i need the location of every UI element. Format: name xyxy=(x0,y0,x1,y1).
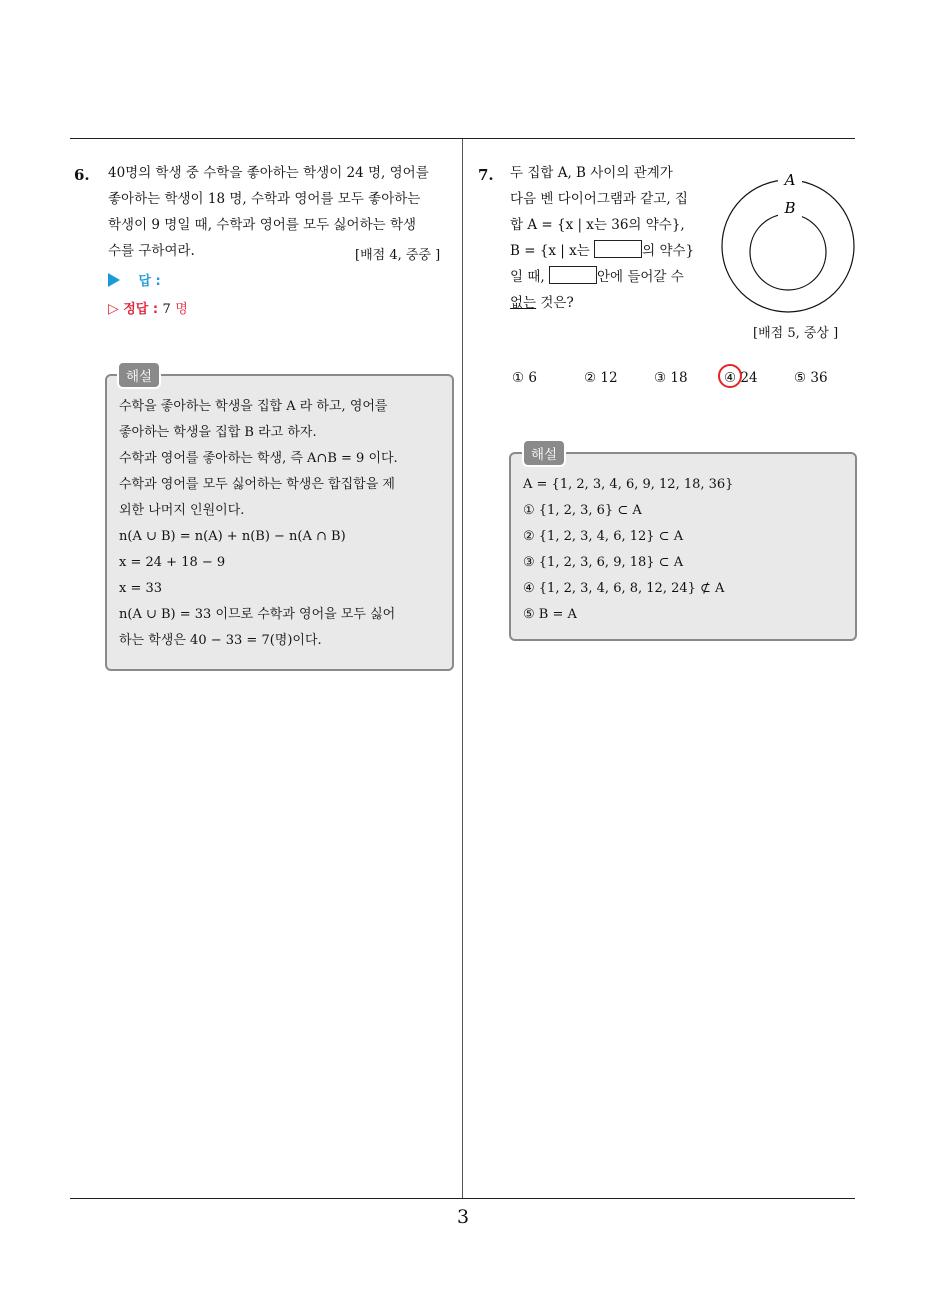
venn-inner-circle xyxy=(750,214,826,290)
question-6-line: 학생이 9 명일 때, 수학과 영어를 모두 싫어하는 학생 xyxy=(108,217,417,233)
choice-5: ⑤ 36 xyxy=(794,370,828,386)
page-number: 3 xyxy=(456,1206,470,1228)
question-7-line: 두 집합 A, B 사이의 관계가 xyxy=(510,165,673,181)
question-6-line: 수를 구하여라. xyxy=(108,243,195,259)
footer-rule xyxy=(70,1198,855,1199)
question-6-score: [배점 4, 중중 ] xyxy=(355,248,441,263)
question-7-number: 7. xyxy=(478,166,494,184)
solution-line: 수학과 영어를 좋아하는 학생, 즉 A∩B = 9 이다. xyxy=(119,451,398,466)
question-7-line xyxy=(510,290,720,316)
solution-line: 좋아하는 학생을 집합 B 라고 하자. xyxy=(119,425,317,440)
question-6-solution-tab: 해설 xyxy=(117,361,161,389)
question-7-line xyxy=(510,238,720,264)
answer-row xyxy=(108,270,161,289)
choice-4-label: ④ 24 xyxy=(724,370,758,386)
venn-label-a: A xyxy=(784,172,796,189)
triangle-outline-icon: ▷ xyxy=(108,301,119,317)
question-7-line xyxy=(510,264,720,290)
choice-4 xyxy=(724,370,758,386)
question-6-solution-box xyxy=(105,374,454,671)
selected-answer-circle-icon xyxy=(718,364,742,388)
question-7-solution-box xyxy=(509,452,857,641)
blank-box xyxy=(549,266,597,284)
correct-answer-label: 정답 : xyxy=(123,302,159,317)
question-7-line6-end: 것은? xyxy=(536,295,574,311)
solution-line: 수학과 영어를 모두 싫어하는 학생은 합집합을 제 xyxy=(119,477,395,492)
solution-line: n(A ∪ B) = n(A) + n(B) − n(A ∩ B) xyxy=(119,529,346,544)
venn-label-b: B xyxy=(784,199,796,217)
question-7-solution-text xyxy=(523,472,733,628)
solution-line: ① {1, 2, 3, 6} ⊂ A xyxy=(523,503,642,518)
solution-line: ③ {1, 2, 3, 6, 9, 18} ⊂ A xyxy=(523,555,684,570)
question-7-line: 합 A = {x | x는 36의 약수}, xyxy=(510,217,685,233)
choice-3: ③ 18 xyxy=(654,370,688,386)
question-6-line: 40명의 학생 중 수학을 좋아하는 학생이 24 명, 영어를 xyxy=(108,165,429,181)
solution-line: ② {1, 2, 3, 4, 6, 12} ⊂ A xyxy=(523,529,684,544)
question-7-line: 다음 벤 다이어그램과 같고, 집 xyxy=(510,191,688,207)
question-7-line5-end: 안에 들어갈 수 xyxy=(596,269,684,285)
venn-diagram xyxy=(720,172,856,316)
solution-line: ⑤ B = A xyxy=(523,607,577,622)
question-6-number: 6. xyxy=(74,166,90,184)
solution-line: 외한 나머지 인원이다. xyxy=(119,503,245,518)
question-7-line5-start: 일 때, xyxy=(510,269,545,285)
solution-line: ④ {1, 2, 3, 4, 6, 8, 12, 24} ⊄ A xyxy=(523,581,725,596)
solution-line: n(A ∪ B) = 33 이므로 수학과 영어을 모두 싫어 xyxy=(119,607,396,622)
blank-box xyxy=(594,240,642,258)
solution-line: x = 33 xyxy=(119,581,163,596)
column-divider xyxy=(462,139,463,1198)
play-icon xyxy=(108,273,120,287)
choice-2: ② 12 xyxy=(584,370,618,386)
question-6-line: 좋아하는 학생이 18 명, 수학과 영어를 모두 좋아하는 xyxy=(108,191,421,207)
question-6-solution-text xyxy=(119,394,398,654)
correct-answer-unit: 명 xyxy=(175,302,188,317)
correct-answer-value: 7 xyxy=(162,302,171,317)
question-7-solution-tab: 해설 xyxy=(522,439,566,467)
correct-answer-row xyxy=(108,298,188,317)
solution-line: x = 24 + 18 − 9 xyxy=(119,555,226,570)
question-7-score: [배점 5, 중상 ] xyxy=(753,326,839,341)
question-7-underlined-word: 없는 xyxy=(510,295,537,311)
solution-line: A = {1, 2, 3, 4, 6, 9, 12, 18, 36} xyxy=(523,477,734,492)
choice-1: ① 6 xyxy=(512,370,537,386)
solution-line: 하는 학생은 40 − 33 = 7(명)이다. xyxy=(119,633,322,648)
solution-line: 수학을 좋아하는 학생을 집합 A 라 하고, 영어를 xyxy=(119,399,388,414)
question-7-line4-end: 의 약수} xyxy=(642,243,695,259)
answer-label: 답 : xyxy=(138,274,161,289)
question-7-line4-start: B = {x | x는 xyxy=(510,243,590,259)
question-7-text xyxy=(510,160,720,316)
